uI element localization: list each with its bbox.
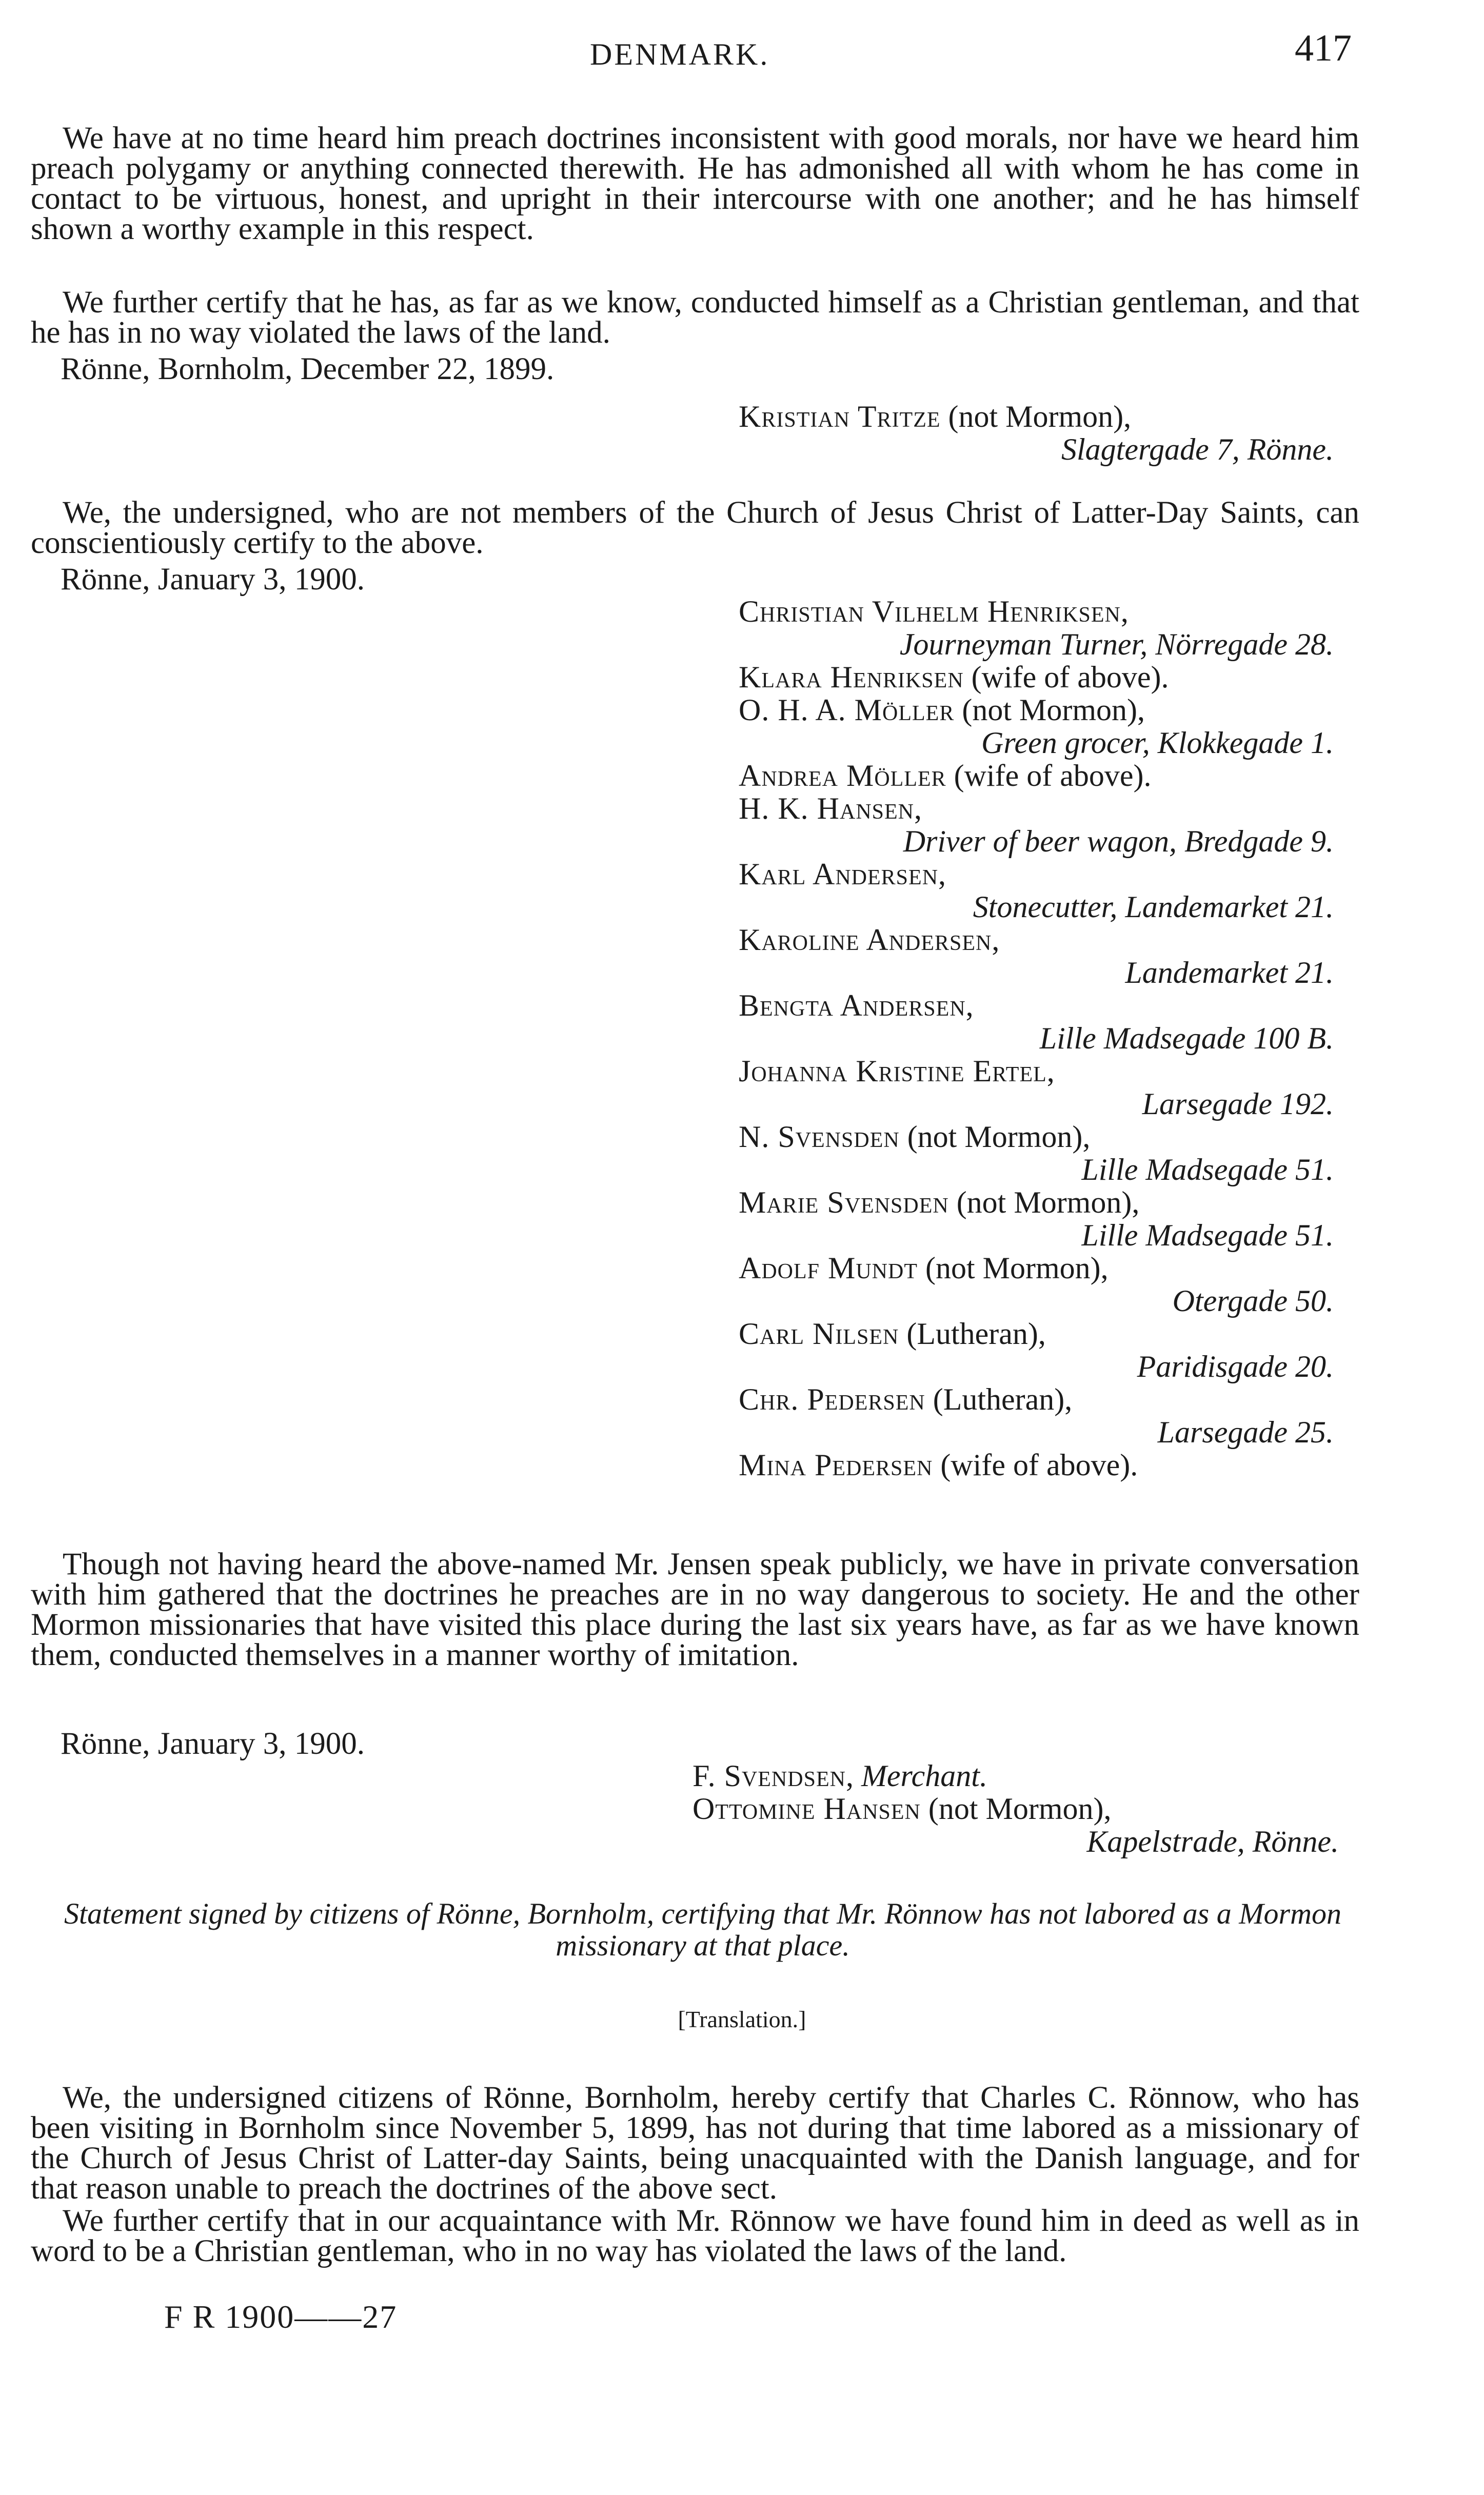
signer-name: Karl Andersen bbox=[739, 857, 939, 891]
paragraph: We further certify that in our acquaintance with Mr. Rönnow we have found him in deed as well as in word to be a Christian gentleman, who in no way has violated the laws of the land. bbox=[31, 2204, 1359, 2268]
signer-note: , bbox=[1046, 1054, 1055, 1088]
signer-name: Bengta Andersen bbox=[739, 988, 966, 1022]
signer bbox=[692, 1759, 1339, 1792]
signer bbox=[739, 1449, 1334, 1481]
signer bbox=[739, 661, 1334, 694]
signer-note: , bbox=[1120, 595, 1129, 628]
dateline: Rönne, January 3, 1900. bbox=[61, 1727, 365, 1761]
signer-name: Christian Vilhelm Henriksen bbox=[739, 595, 1121, 628]
signer-note: (wife of above). bbox=[933, 1448, 1138, 1482]
signer-name: Kristian Tritze bbox=[739, 400, 941, 433]
signer-address: Kapelstrade, Rönne. bbox=[1086, 1825, 1339, 1858]
signer-name: Klara Henriksen bbox=[739, 660, 964, 694]
signer-name: N. Svensden bbox=[739, 1120, 900, 1154]
signer-name: O. H. A. Möller bbox=[739, 693, 955, 727]
signer-address: Lille Madsegade 51. bbox=[1081, 1153, 1334, 1186]
signer-name: Karoline Andersen bbox=[739, 923, 992, 957]
signer-name: Carl Nilsen bbox=[739, 1317, 899, 1351]
signer-name: Adolf Mundt bbox=[739, 1251, 918, 1285]
signer-note: (wife of above). bbox=[946, 759, 1152, 793]
signer-note: , bbox=[845, 1759, 861, 1793]
signer bbox=[739, 1383, 1334, 1416]
signer-name: Mina Pedersen bbox=[739, 1448, 933, 1482]
dateline: Rönne, Bornholm, December 22, 1899. bbox=[61, 352, 555, 386]
signer-address: Slagtergade 7, Rönne. bbox=[1061, 432, 1334, 466]
signer-note: , bbox=[914, 791, 922, 825]
signer-note: (wife of above). bbox=[963, 660, 1169, 694]
signer-address: Journeyman Turner, Nörregade 28. bbox=[899, 627, 1334, 661]
signer-note: (Lutheran), bbox=[899, 1317, 1046, 1351]
signer bbox=[739, 1252, 1334, 1284]
signer-address: Paridisgade 20. bbox=[1137, 1350, 1334, 1383]
signer-note: (not Mormon), bbox=[948, 1185, 1140, 1219]
signer-name: Johanna Kristine Ertel bbox=[739, 1054, 1047, 1088]
signer-address: Larsegade 25. bbox=[1157, 1415, 1334, 1449]
signer-name: Andrea Möller bbox=[739, 759, 946, 793]
signer-name: H. K. Hansen bbox=[739, 791, 914, 825]
signer bbox=[739, 400, 1334, 433]
signer bbox=[739, 792, 1334, 825]
signer-note: (not Mormon), bbox=[918, 1251, 1109, 1285]
signer bbox=[739, 923, 1334, 956]
paragraph: We have at no time heard him preach doctrines inconsistent with good morals, nor have we heard him preach polygamy or anything connected therewith. He has admonished all with whom he has come in contact to be virtuous, honest, and upright in their intercourse with one another; and he has himself shown a worthy example in this respect. bbox=[31, 121, 1359, 246]
paragraph: Though not having heard the above-named Mr. Jensen speak publicly, we have in private conversation with him gathered that the doctrines he preaches are in no way dangerous to society. He and the other Mormon missionaries that have visited this place during the last six years have, as far as we have known them, conducted themselves in a manner worthy of imitation. bbox=[31, 1547, 1359, 1672]
signature-mark: F R 1900——27 bbox=[164, 2299, 398, 2335]
page-number: 417 bbox=[1295, 27, 1352, 69]
signer-note: (not Mormon), bbox=[899, 1120, 1091, 1154]
signer bbox=[739, 1120, 1334, 1153]
signer-note: , bbox=[938, 857, 946, 891]
signer-note: (not Mormon), bbox=[954, 693, 1145, 727]
paragraph: We, the undersigned, who are not members of the Church of Jesus Christ of Latter-Day Saints, can conscientiously certify to the above. bbox=[31, 496, 1359, 560]
signer bbox=[739, 1317, 1334, 1350]
signer-note: (not Mormon), bbox=[940, 400, 1132, 433]
signer-address: Lille Madsegade 100 B. bbox=[1039, 1021, 1334, 1055]
signer-address: Otergade 50. bbox=[1172, 1284, 1334, 1318]
signer bbox=[739, 595, 1334, 628]
statement-heading: Statement signed by citizens of Rönne, Bornholm, certifying that Mr. Rönnow has not labored as a Mormon missionary at that place. bbox=[64, 1897, 1341, 1962]
signer bbox=[692, 1792, 1339, 1825]
signer bbox=[739, 858, 1334, 890]
signer-name: Chr. Pedersen bbox=[739, 1382, 925, 1416]
paragraph: We further certify that he has, as far as we know, conducted himself as a Christian gentleman, and that he has in no way violated the laws of the land. bbox=[31, 285, 1359, 350]
signer-name: F. Svendsen bbox=[692, 1759, 846, 1793]
signature-block bbox=[739, 400, 1334, 466]
paragraph: We, the undersigned citizens of Rönne, Bornholm, hereby certify that Charles C. Rönnow, who has been visiting in Bornholm since November 5, 1899, has not during that time labored as a missionary of the Church of Jesus Christ of Latter-day Saints, being unacquainted with the Danish language, and for that reason unable to preach the doctrines of the above sect. bbox=[31, 2081, 1359, 2206]
signer-address: Green grocer, Klokkegade 1. bbox=[981, 726, 1334, 760]
signer-address: Lille Madsegade 51. bbox=[1081, 1218, 1334, 1252]
signer-name: Ottomine Hansen bbox=[692, 1792, 921, 1826]
signature-block bbox=[692, 1759, 1339, 1858]
signer-note: (not Mormon), bbox=[920, 1792, 1112, 1826]
signature-block bbox=[739, 595, 1334, 1481]
signer-name: Marie Svensden bbox=[739, 1185, 949, 1219]
signer bbox=[739, 694, 1334, 726]
signer-address: Larsegade 192. bbox=[1142, 1087, 1334, 1121]
dateline: Rönne, January 3, 1900. bbox=[61, 562, 365, 597]
signer bbox=[739, 1055, 1334, 1087]
signer-note: (Lutheran), bbox=[925, 1382, 1073, 1416]
signer bbox=[739, 759, 1334, 792]
signer bbox=[739, 989, 1334, 1022]
signer-address: Landemarket 21. bbox=[1125, 956, 1334, 989]
signer-note: , bbox=[992, 923, 1000, 957]
running-title: DENMARK. bbox=[590, 37, 770, 71]
signer-title: Merchant. bbox=[861, 1759, 987, 1793]
signer-address: Stonecutter, Landemarket 21. bbox=[973, 890, 1334, 924]
signer-note: , bbox=[965, 988, 974, 1022]
signer-address: Driver of beer wagon, Bredgade 9. bbox=[903, 824, 1334, 858]
signer bbox=[739, 1186, 1334, 1219]
translation-label: [Translation.] bbox=[678, 2006, 806, 2032]
